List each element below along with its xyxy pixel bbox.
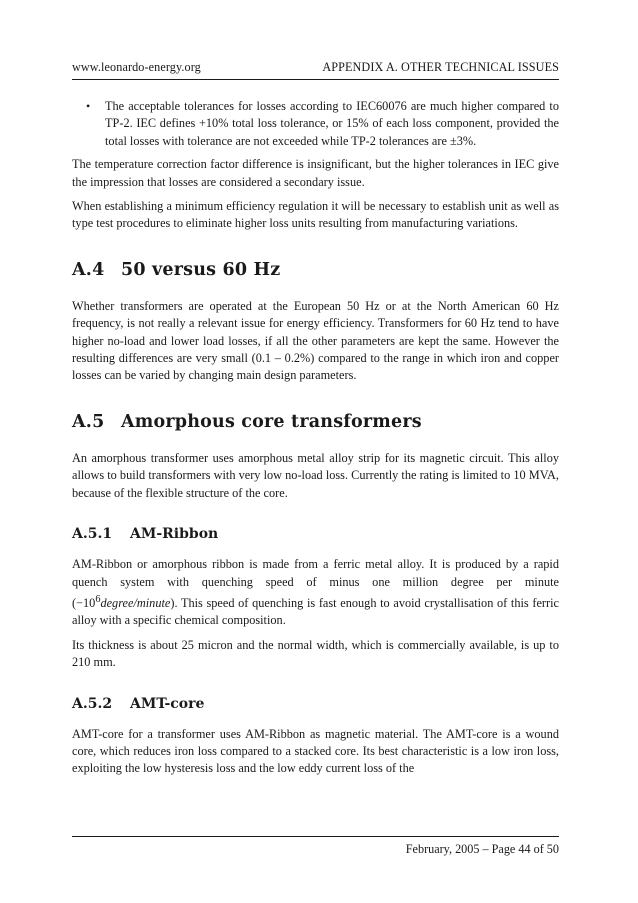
document-page xyxy=(72,0,559,903)
paragraph: Its thickness is about 25 micron and the normal width, which is commercially available, is up to 210 mm. xyxy=(72,637,559,670)
subsection-number: A.5.1 xyxy=(72,526,113,543)
section-number: A.5 xyxy=(72,411,105,432)
subsection-title: AMT-core xyxy=(130,695,205,712)
paragraph: The temperature correction factor difference is insignificant, but the higher tolerances in IEC give the impression that losses are considered a secondary issue. xyxy=(72,157,559,189)
math-expression: degree/minute xyxy=(100,596,171,610)
paragraph: When establishing a minimum efficiency regulation it will be necessary to establish unit as well as type test procedures to eliminate higher loss units resulting from manufacturing variations. xyxy=(72,199,559,231)
subsection-heading xyxy=(72,525,559,543)
header-rule xyxy=(72,79,559,80)
paragraph: AMT-core for a transformer uses AM-Ribbon as magnetic material. The AMT-core is a wound core, which reduces iron loss compared to a stacked core. Its best characteristic is a low iron loss, exploiting the low hysteresis loss and the low eddy current loss of the xyxy=(72,726,559,776)
paragraph-text: ). This speed of quenching is fast enough to avoid crystallisation of this ferric alloy with a specific chemical composition. xyxy=(72,596,559,628)
subsection-heading xyxy=(72,695,559,713)
subsection-title: AM-Ribbon xyxy=(130,526,219,543)
section-heading xyxy=(72,259,559,281)
paragraph: Whether transformers are operated at the European 50 Hz or at the North American 60 Hz frequency, is not really a relevant issue for energy efficiency. Transformers for 60 Hz tend to have higher no-load and lower load losses, if all the other parameters are kept the same. However the resulting differences are very small (0.1 – 0.2%) compared to the range in which iron and copper losses can be varied by changing main design parameters. xyxy=(72,298,559,383)
paragraph-text: AM-Ribbon or amorphous ribbon is made from a ferric metal alloy. It is produced by a rapid quench system with quenching speed of minus one million degree per minute (−10 xyxy=(72,557,559,610)
list-item xyxy=(86,98,559,150)
header-chapter: APPENDIX A. OTHER TECHNICAL ISSUES xyxy=(322,60,559,74)
page-footer: February, 2005 – Page 44 of 50 xyxy=(405,842,559,856)
paragraph: An amorphous transformer uses amorphous metal alloy strip for its magnetic circuit. This alloy allows to build transformers with very low no-load loss. Currently the rating is limited to 10 MVA, because of the flexible structure of the core. xyxy=(72,450,559,500)
bullet-list xyxy=(72,98,559,150)
header-website: www.leonardo-energy.org xyxy=(72,60,201,74)
bullet-text: The acceptable tolerances for losses according to IEC60076 are much higher compared to TP-2. IEC defines +10% total loss tolerance, or 15% of each loss component, provided the total losses with tolerance are not exceeded while TP-2 tolerances are ±3%. xyxy=(105,99,559,148)
section-number: A.4 xyxy=(72,259,105,280)
section-heading xyxy=(72,411,559,433)
running-header xyxy=(72,60,559,75)
footer-rule xyxy=(72,836,559,837)
exponent: 6 xyxy=(95,593,101,605)
section-title: Amorphous core transformers xyxy=(121,411,422,432)
page-content xyxy=(72,98,559,785)
bullet-icon: • xyxy=(86,99,91,113)
paragraph xyxy=(72,556,559,630)
section-title: 50 versus 60 Hz xyxy=(121,259,281,280)
subsection-number: A.5.2 xyxy=(72,695,113,712)
